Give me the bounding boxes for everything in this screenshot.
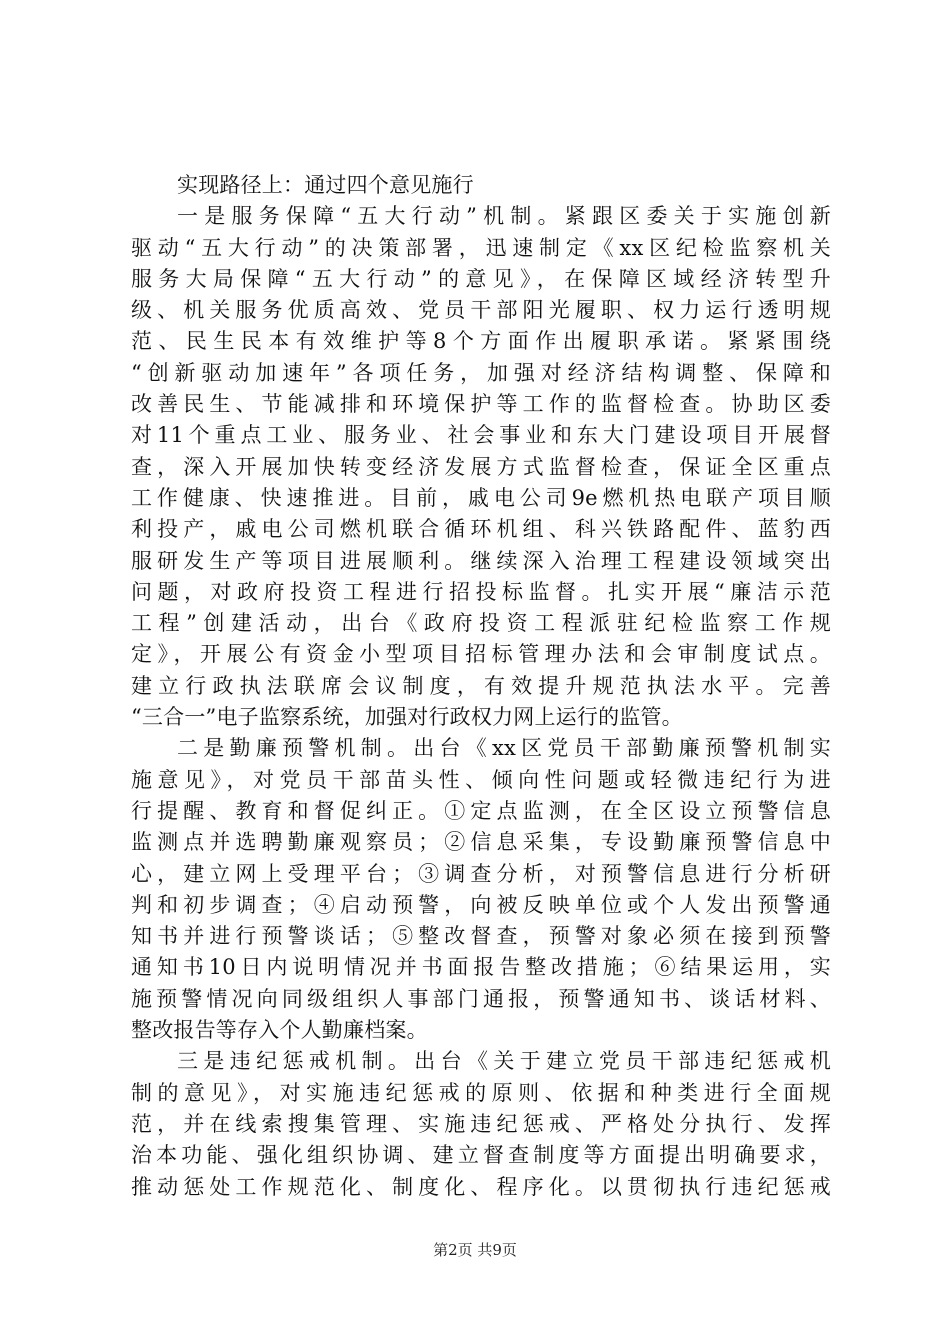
page-number-footer: 第2页 共9页 <box>433 1241 517 1259</box>
paragraph-line: 改善民生、节能减排和环境保护等工作的监督检查。协助区委 <box>131 392 831 417</box>
paragraph-line: “创新驱动加速年”各项任务，加强对经济结构调整、保障和 <box>131 360 831 385</box>
paragraph-line: 工程”创建活动，出台《政府投资工程派驻纪检监察工作规 <box>131 611 831 636</box>
paragraph-line: 判和初步调查；④启动预警，向被反映单位或个人发出预警通 <box>131 892 831 917</box>
paragraph-line: 驱动“五大行动”的决策部署，迅速制定《xx区纪检监察机关 <box>131 235 831 260</box>
paragraph-line: 一是服务保障“五大行动”机制。紧跟区委关于实施创新 <box>177 204 831 229</box>
paragraph-line: 通知书10日内说明情况并书面报告整改措施；⑥结果运用，实 <box>131 955 831 980</box>
paragraph-line: 服务大局保障“五大行动”的意见》，在保障区域经济转型升 <box>131 266 831 291</box>
paragraph-line: 整改报告等存入个人勤廉档案。 <box>131 1018 428 1043</box>
paragraph-line: 监测点并选聘勤廉观察员；②信息采集，专设勤廉预警信息中 <box>131 830 831 855</box>
paragraph-line: 制的意见》，对实施违纪惩戒的原则、依据和种类进行全面规 <box>131 1080 831 1105</box>
paragraph-line: 对11个重点工业、服务业、社会事业和东大门建设项目开展督 <box>131 423 831 448</box>
paragraph-line: “三合一”电子监察系统，加强对行政权力网上运行的监管。 <box>131 705 683 730</box>
paragraph-line: 心，建立网上受理平台；③调查分析，对预警信息进行分析研 <box>131 861 831 886</box>
paragraph-line: 实现路径上：通过四个意见施行 <box>177 173 474 197</box>
paragraph-line: 知书并进行预警谈话；⑤整改督查，预警对象必须在接到预警 <box>131 924 831 949</box>
paragraph-line: 三是违纪惩戒机制。出台《关于建立党员干部违纪惩戒机 <box>177 1049 831 1074</box>
paragraph-line: 施意见》，对党员干部苗头性、倾向性问题或轻微违纪行为进 <box>131 767 831 792</box>
paragraph-line: 级、机关服务优质高效、党员干部阳光履职、权力运行透明规 <box>131 298 831 323</box>
paragraph-line: 范，并在线索搜集管理、实施违纪惩戒、严格处分执行、发挥 <box>131 1111 831 1136</box>
document-body <box>131 170 831 1203</box>
paragraph-line: 行提醒、教育和督促纠正。①定点监测，在全区设立预警信息 <box>131 798 831 823</box>
paragraph-line: 推动惩处工作规范化、制度化、程序化。以贯彻执行违纪惩戒 <box>131 1174 831 1199</box>
paragraph-line: 查，深入开展加快转变经济发展方式监督检查，保证全区重点 <box>131 454 831 479</box>
paragraph-line: 二是勤廉预警机制。出台《xx区党员干部勤廉预警机制实 <box>177 736 831 761</box>
paragraph-line: 施预警情况向同级组织人事部门通报，预警通知书、谈话材料、 <box>131 986 831 1011</box>
paragraph-line: 治本功能、强化组织协调、建立督查制度等方面提出明确要求， <box>131 1143 831 1168</box>
paragraph-line: 工作健康、快速推进。目前，戚电公司9e燃机热电联产项目顺 <box>131 485 831 510</box>
paragraph-line: 利投产，戚电公司燃机联合循环机组、科兴铁路配件、蓝豹西 <box>131 517 831 542</box>
paragraph-line: 范、民生民本有效维护等8个方面作出履职承诺。紧紧围绕 <box>131 329 831 354</box>
paragraph-line: 定》，开展公有资金小型项目招标管理办法和会审制度试点。 <box>131 642 831 667</box>
paragraph-line: 建立行政执法联席会议制度，有效提升规范执法水平。完善 <box>131 673 831 698</box>
paragraph-line: 服研发生产等项目进展顺利。继续深入治理工程建设领域突出 <box>131 548 831 573</box>
paragraph-line: 问题，对政府投资工程进行招投标监督。扎实开展“廉洁示范 <box>131 579 831 604</box>
